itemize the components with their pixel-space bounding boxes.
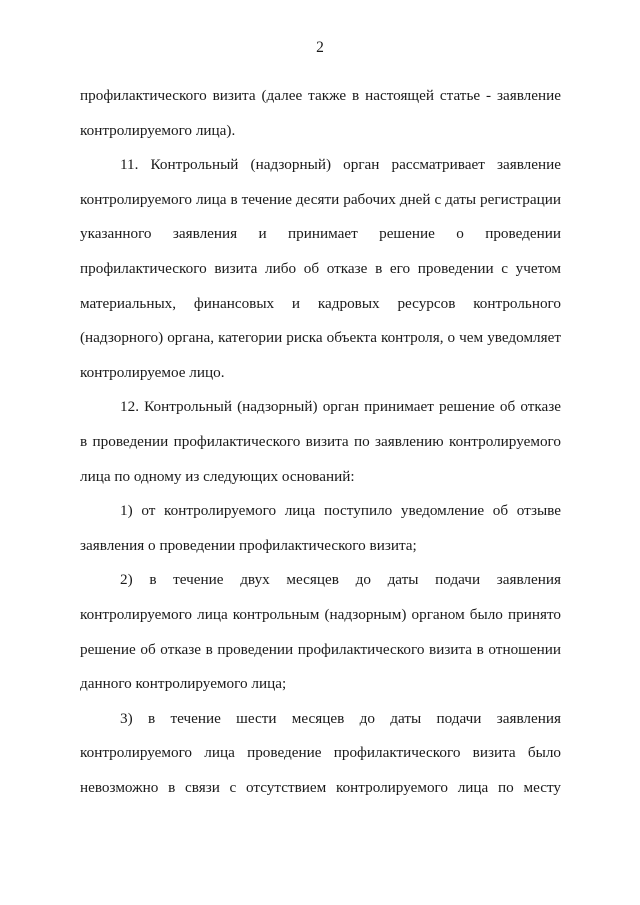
paragraph-item-11: 11. Контрольный (надзорный) орган рассматривает заявление контролируемого лица в течение десяти рабочих дней с даты регистрации указанного заявления и принимает решение о проведении профилактического визита либо об отказе в его проведении с учетом материальных, финансовых и кадровых ресурсов контрольного (надзорного) органа, категории риска объекта контроля, о чем уведомляет контролируемое лицо. [80, 156, 561, 381]
paragraph-continuation: профилактического визита (далее также в настоящей статье - заявление контролируемого лица). [80, 87, 561, 139]
paragraph-item-12: 12. Контрольный (надзорный) орган принимает решение об отказе в проведении профилактического визита по заявлению контролируемого лица по одному из следующих оснований: [80, 398, 561, 485]
paragraph-subitem-2: 2) в течение двух месяцев до даты подачи заявления контролируемого лица контрольным (надзорным) органом было принято решение об отказе в проведении профилактического визита в отношении данного контролируемого лица; [80, 571, 561, 693]
paragraph-subitem-3: 3) в течение шести месяцев до даты подачи заявления контролируемого лица проведение профилактического визита было невозможно в связи с отсутствием контролируемого лица по месту [80, 709, 561, 796]
paragraph-subitem-1: 1) от контролируемого лица поступило уведомление об отзыве заявления о проведении профилактического визита; [80, 502, 561, 554]
page-number: 2 [316, 39, 324, 56]
document-body [80, 79, 561, 805]
